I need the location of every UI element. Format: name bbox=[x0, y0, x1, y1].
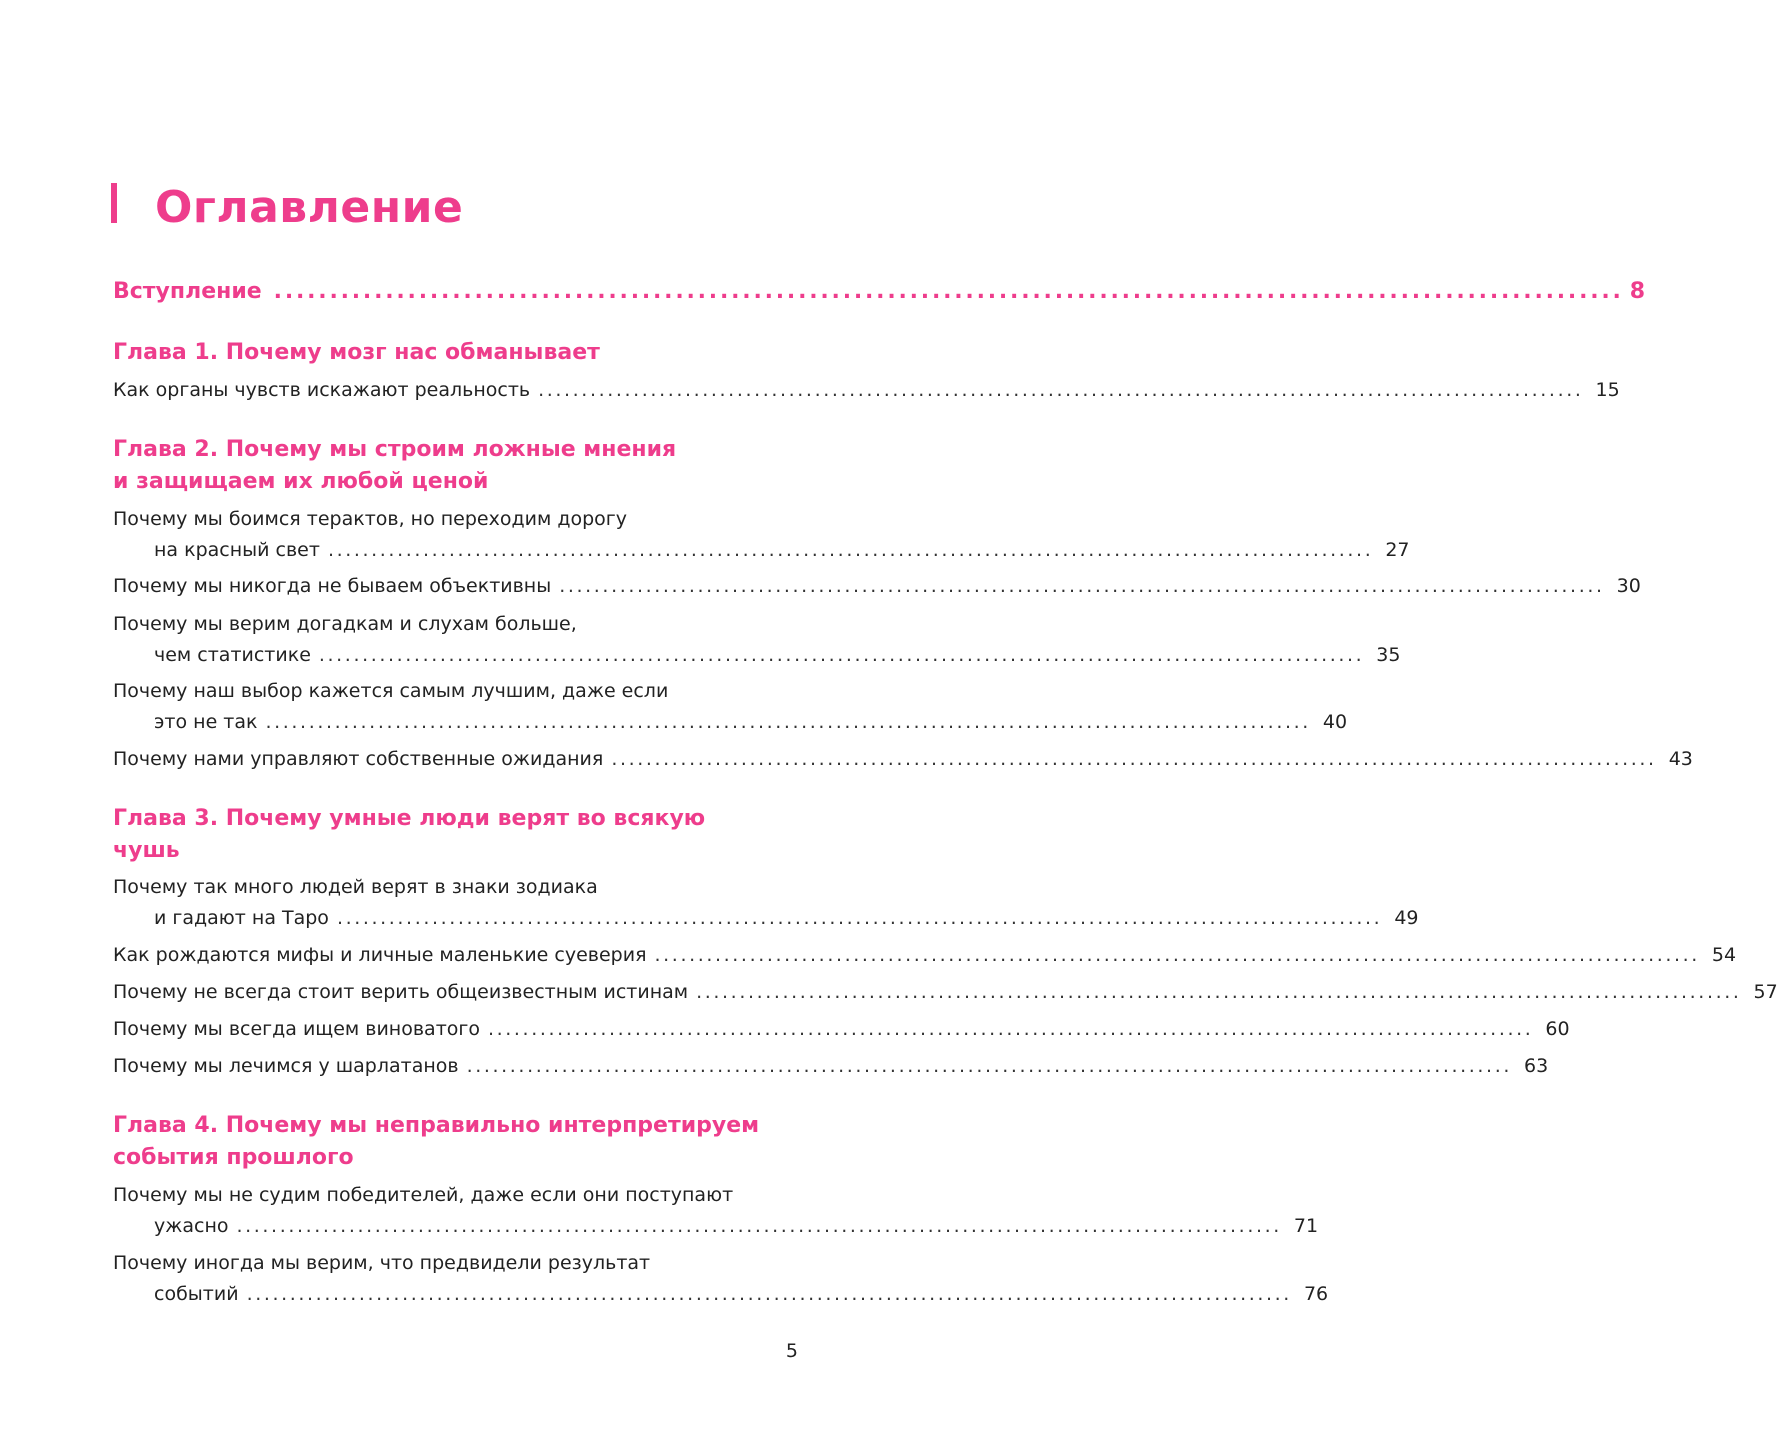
entry-title-line: чем статистике bbox=[154, 644, 311, 666]
dot-leader: ......................................................................................................................... bbox=[538, 379, 1584, 401]
toc-entry[interactable] bbox=[113, 1180, 1319, 1242]
entry-page-number: 49 bbox=[1394, 907, 1419, 929]
toc-entry[interactable] bbox=[113, 504, 1410, 566]
entry-page-number: 63 bbox=[1523, 1055, 1549, 1077]
entry-page-number: 40 bbox=[1322, 711, 1348, 733]
entry-page-number: 54 bbox=[1711, 944, 1737, 966]
page-title: Оглавление bbox=[155, 182, 464, 233]
entry-title-line: на красный свет bbox=[154, 539, 320, 561]
entry-title: Как рождаются мифы и личные маленькие суеверия bbox=[113, 944, 647, 966]
chapter-2-title[interactable] bbox=[113, 434, 793, 498]
chapter-title-line: события прошлого bbox=[113, 1145, 354, 1170]
toc-entry[interactable] bbox=[113, 571, 1641, 602]
chapter-title-line: Глава 4. Почему мы неправильно интерпретируем bbox=[113, 1113, 760, 1138]
entry-title: Почему мы никогда не бываем объективны bbox=[113, 575, 552, 597]
entry-title-line: Почему мы верим догадкам и слухам больше, bbox=[113, 613, 577, 635]
chapter-title-line: чушь bbox=[113, 838, 180, 863]
toc-entry[interactable] bbox=[113, 872, 1419, 934]
title-accent-bar bbox=[111, 183, 117, 223]
toc-entry[interactable] bbox=[113, 676, 1348, 738]
intro-label: Вступление bbox=[113, 279, 262, 304]
chapter-4-title[interactable] bbox=[113, 1110, 793, 1174]
entry-title-line: Почему мы не судим победителей, даже если они поступают bbox=[113, 1184, 734, 1206]
dot-leader: ......................................................................................................................... bbox=[559, 575, 1605, 597]
dot-leader: ......................................................................................................................... bbox=[611, 748, 1657, 770]
entry-title: Почему не всегда стоит верить общеизвестным истинам bbox=[113, 981, 689, 1003]
entry-title-line: Почему иногда мы верим, что предвидели результат bbox=[113, 1252, 651, 1274]
toc-entry[interactable] bbox=[113, 609, 1401, 671]
chapter-title-line: Глава 3. Почему умные люди верят во всякую bbox=[113, 806, 706, 831]
entry-title-line: событий bbox=[154, 1283, 239, 1305]
entry-title-line: и гадают на Таро bbox=[154, 907, 329, 929]
toc-entry[interactable] bbox=[113, 940, 1737, 971]
entry-title: Почему мы лечимся у шарлатанов bbox=[113, 1055, 459, 1077]
dot-leader: ......................................................................................................................... bbox=[466, 1055, 1512, 1077]
toc-entry[interactable] bbox=[113, 977, 1778, 1008]
toc-entry[interactable] bbox=[113, 1014, 1570, 1045]
entry-page-number: 76 bbox=[1303, 1283, 1329, 1305]
entry-title-line: это не так bbox=[154, 711, 258, 733]
dot-leader: ......................................................................................................................... bbox=[273, 279, 1624, 304]
entry-page-number: 27 bbox=[1385, 539, 1410, 561]
chapter-title-line: и защищаем их любой ценой bbox=[113, 469, 489, 494]
entry-title: Почему мы всегда ищем виноватого bbox=[113, 1018, 480, 1040]
dot-leader: ......................................................................................................................... bbox=[654, 944, 1700, 966]
entry-title-line: ужасно bbox=[154, 1215, 229, 1237]
entry-page-number: 30 bbox=[1616, 575, 1641, 597]
entry-page-number: 71 bbox=[1293, 1215, 1319, 1237]
dot-leader: ......................................................................................................................... bbox=[488, 1018, 1534, 1040]
entry-page-number: 60 bbox=[1545, 1018, 1570, 1040]
toc-entry[interactable] bbox=[113, 375, 1620, 406]
dot-leader: ......................................................................................................................... bbox=[318, 644, 1365, 666]
entry-page-number: 43 bbox=[1668, 748, 1693, 770]
dot-leader: ......................................................................................................................... bbox=[265, 711, 1311, 733]
dot-leader: ......................................................................................................................... bbox=[327, 539, 1374, 561]
dot-leader: ......................................................................................................................... bbox=[246, 1283, 1292, 1305]
chapter-title-line: Глава 2. Почему мы строим ложные мнения bbox=[113, 437, 677, 462]
entry-title-line: Почему наш выбор кажется самым лучшим, даже если bbox=[113, 680, 669, 702]
toc-entry-intro[interactable] bbox=[113, 276, 1646, 308]
chapter-3-title[interactable] bbox=[113, 803, 793, 867]
dot-leader: ......................................................................................................................... bbox=[696, 981, 1742, 1003]
dot-leader: ......................................................................................................................... bbox=[236, 1215, 1282, 1237]
entry-title-line: Почему так много людей верят в знаки зодиака bbox=[113, 876, 598, 898]
toc-entry[interactable] bbox=[113, 1248, 1329, 1310]
entry-page-number: 15 bbox=[1595, 379, 1620, 401]
toc-entry[interactable] bbox=[113, 744, 1693, 775]
chapter-1-title[interactable]: Глава 1. Почему мозг нас обманывает bbox=[113, 340, 600, 365]
entry-title-line: Почему мы боимся терактов, но переходим дорогу bbox=[113, 508, 628, 530]
entry-title: Как органы чувств искажают реальность bbox=[113, 379, 531, 401]
toc-entry[interactable] bbox=[113, 1051, 1549, 1082]
page-number: 5 bbox=[785, 1340, 798, 1362]
entry-title: Почему нами управляют собственные ожидания bbox=[113, 748, 604, 770]
intro-page-number: 8 bbox=[1629, 279, 1646, 304]
entry-page-number: 35 bbox=[1376, 644, 1401, 666]
entry-page-number: 57 bbox=[1753, 981, 1778, 1003]
dot-leader: ......................................................................................................................... bbox=[336, 907, 1383, 929]
